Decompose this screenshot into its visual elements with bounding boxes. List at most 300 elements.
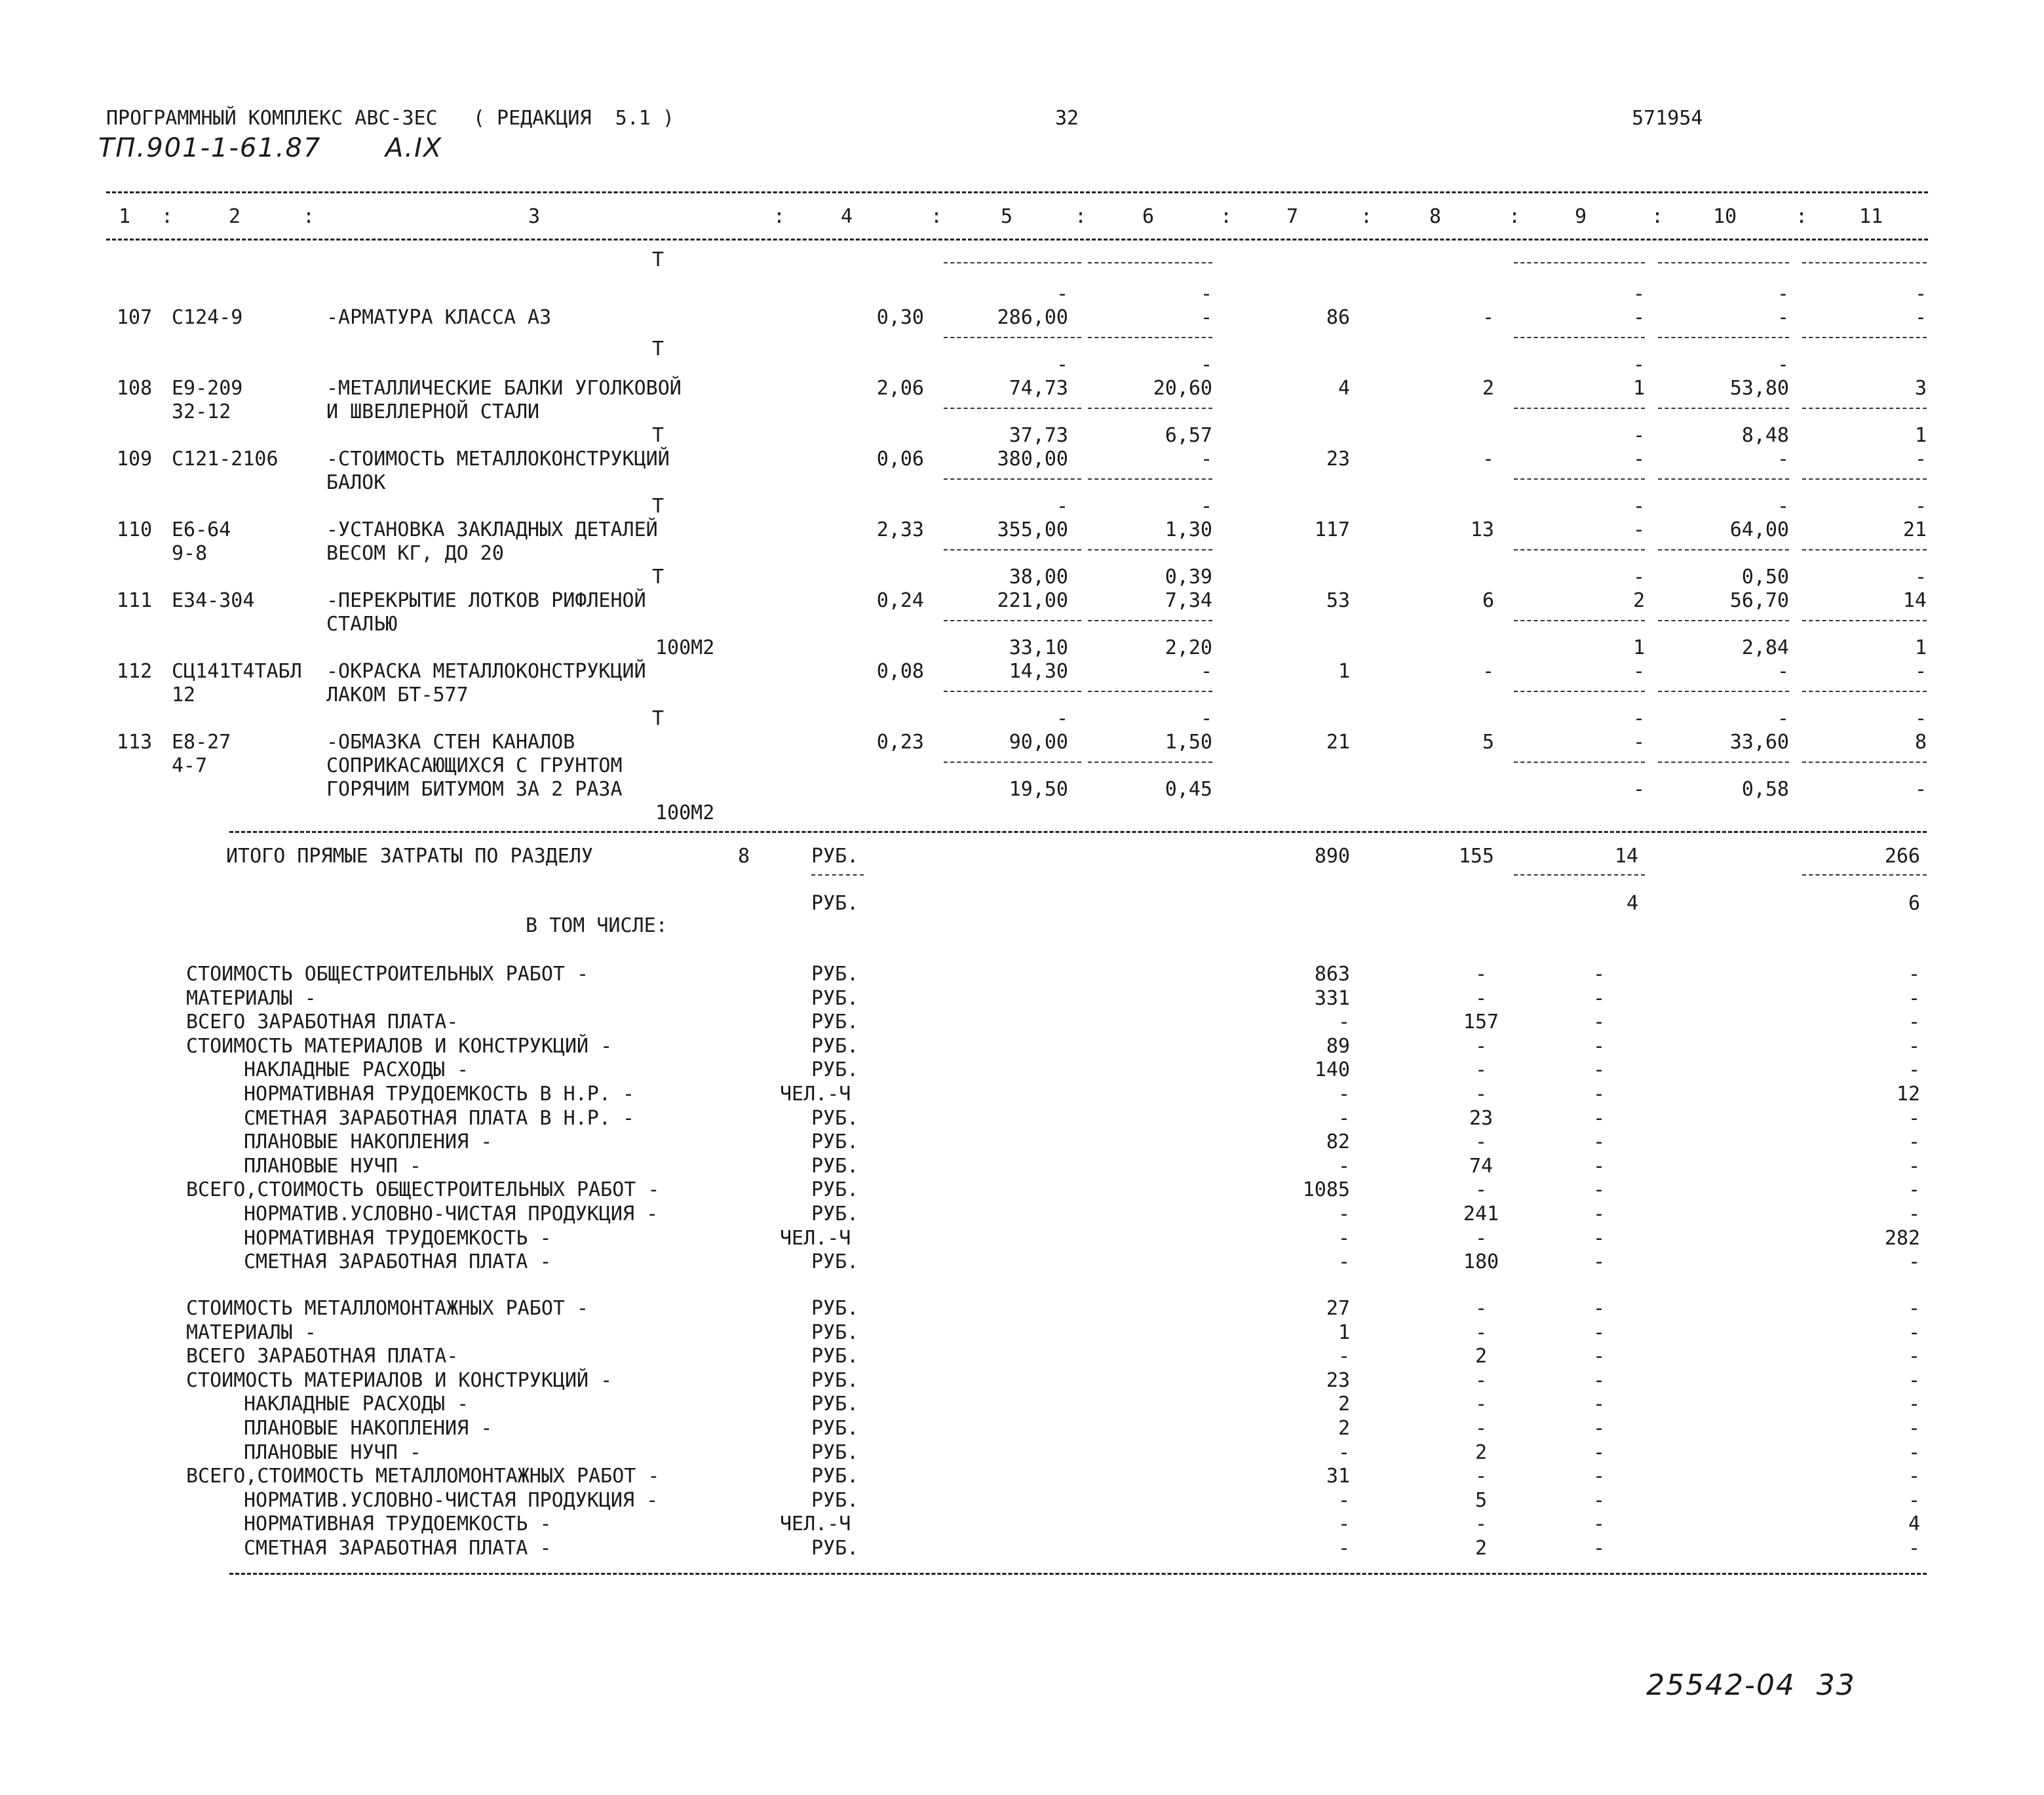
summary-c7: 140 <box>1314 1058 1350 1082</box>
cost-value-c5: 355,00 <box>997 518 1068 541</box>
unit-marker: Т <box>652 338 665 360</box>
summary-c11: - <box>1908 1011 1920 1034</box>
total-c11: 266 <box>1884 845 1920 868</box>
rate-code: С124-9 <box>172 306 243 329</box>
cost-value-c10: - <box>1777 660 1789 683</box>
summary-c7: - <box>1338 1011 1350 1034</box>
summary-c9: - <box>1592 1537 1606 1560</box>
cost-value-c10: 33,60 <box>1729 731 1789 754</box>
row-rule <box>944 762 1081 763</box>
summary-c11: - <box>1908 1465 1920 1488</box>
cost-value-c11: - <box>1914 282 1927 305</box>
summary-c8: 5 <box>1475 1488 1488 1512</box>
work-name: ГОРЯЧИМ БИТУМОМ ЗА 2 РАЗА <box>326 778 623 801</box>
quantity: 2,33 <box>876 518 924 541</box>
summary-unit: РУБ. <box>811 1058 859 1082</box>
row-rule <box>944 691 1081 692</box>
cost-value-c9: - <box>1632 282 1645 305</box>
row-rule <box>1514 762 1645 763</box>
cost-value-c8: 13 <box>1470 518 1494 541</box>
summary-c11: - <box>1908 1345 1920 1368</box>
total-section: 8 <box>738 845 750 868</box>
row-rule <box>944 478 1081 480</box>
cost-value-c7: 1 <box>1338 660 1350 683</box>
summary-c11: - <box>1908 1154 1920 1178</box>
summary-unit: РУБ. <box>811 1203 859 1226</box>
column-separator: : <box>1796 205 1808 228</box>
unit-marker: Т <box>652 495 665 518</box>
summary-label: МАТЕРИАЛЫ - <box>186 1321 317 1344</box>
summary-label: СТОИМОСТЬ ОБЩЕСТРОИТЕЛЬНЫХ РАБОТ - <box>186 963 589 986</box>
cost-value-c9: 1 <box>1632 636 1645 659</box>
cost-value-c11: - <box>1914 306 1927 329</box>
summary-label: НОРМАТИВ.УСЛОВНО-ЧИСТАЯ ПРОДУКЦИЯ - <box>244 1488 659 1512</box>
summary-c8: - <box>1475 1513 1488 1536</box>
summary-c8: 74 <box>1469 1154 1494 1178</box>
summary-unit: РУБ. <box>811 1417 859 1440</box>
summary-c11: - <box>1908 986 1920 1010</box>
summary-c9: - <box>1592 1011 1606 1034</box>
summary-c8: - <box>1475 1297 1488 1320</box>
row-rule <box>1514 549 1645 550</box>
row-rule <box>1658 478 1789 480</box>
summary-label: ВСЕГО,СТОИМОСТЬ ОБЩЕСТРОИТЕЛЬНЫХ РАБОТ - <box>186 1178 660 1202</box>
cost-value-c6: 20,60 <box>1153 377 1212 400</box>
summary-unit: РУБ. <box>811 986 859 1010</box>
summary-c9: - <box>1592 1034 1606 1058</box>
cost-value-c6: 1,30 <box>1165 518 1212 541</box>
summary-unit: РУБ. <box>811 1011 859 1034</box>
column-header: 9 <box>1574 205 1587 228</box>
cost-value-c10: - <box>1777 282 1789 305</box>
unit-marker: 100М2 <box>655 636 715 659</box>
summary-unit: РУБ. <box>811 1106 859 1130</box>
unit-marker: 100М2 <box>655 801 715 824</box>
row-rule <box>1088 549 1212 550</box>
cost-value-c7: 23 <box>1326 448 1350 471</box>
cost-value-c6: 2,20 <box>1165 636 1212 659</box>
summary-c8: - <box>1475 1178 1488 1202</box>
summary-c11: - <box>1908 1203 1920 1226</box>
summary-label: СТОИМОСТЬ МАТЕРИАЛОВ И КОНСТРУКЦИЙ - <box>186 1368 613 1392</box>
total-rule-mid <box>1514 874 1645 876</box>
work-name: -ОКРАСКА МЕТАЛЛОКОНСТРУКЦИЙ <box>326 660 646 683</box>
summary-c7: 31 <box>1326 1465 1350 1488</box>
row-rule <box>944 262 1081 263</box>
summary-c7: - <box>1338 1345 1350 1368</box>
summary-unit: РУБ. <box>811 1321 859 1344</box>
summary-c11: - <box>1908 1537 1920 1560</box>
cost-value-c9: - <box>1632 566 1645 589</box>
cost-value-c5: 221,00 <box>997 589 1068 612</box>
summary-c9: - <box>1592 1393 1606 1416</box>
cost-value-c10: 64,00 <box>1729 518 1789 541</box>
cost-value-c6: 1,50 <box>1165 731 1212 754</box>
work-name: СОПРИКАСАЮЩИХСЯ С ГРУНТОМ <box>326 754 623 777</box>
rate-code: 4-7 <box>172 754 208 777</box>
cost-value-c6: - <box>1200 495 1212 518</box>
total-unit-2: РУБ. <box>811 892 859 915</box>
rate-code: Е9-209 <box>172 377 243 400</box>
row-rule <box>944 408 1081 409</box>
quantity: 0,06 <box>876 448 924 471</box>
summary-c9: - <box>1592 986 1606 1010</box>
work-name: -ПЕРЕКРЫТИЕ ЛОТКОВ РИФЛЕНОЙ <box>326 589 646 612</box>
row-rule <box>1088 262 1212 263</box>
summary-unit: РУБ. <box>811 1537 859 1560</box>
cost-value-c9: 2 <box>1632 589 1645 612</box>
summary-unit: РУБ. <box>811 1178 859 1202</box>
row-rule <box>1802 620 1927 621</box>
summary-c8: - <box>1475 1321 1488 1344</box>
cost-value-c9: - <box>1632 353 1645 376</box>
summary-c9: - <box>1592 1368 1606 1392</box>
summary-c8: - <box>1475 1465 1488 1488</box>
summary-c8: 2 <box>1475 1440 1488 1464</box>
rate-code: 12 <box>172 684 196 706</box>
summary-c7: 2 <box>1338 1393 1350 1416</box>
column-separator: : <box>931 205 943 228</box>
rate-code: Е6-64 <box>172 518 231 541</box>
summary-c7: 82 <box>1326 1130 1350 1154</box>
cost-value-c11: 3 <box>1914 377 1927 400</box>
cost-value-c9: - <box>1632 495 1645 518</box>
column-header: 5 <box>1000 205 1013 228</box>
row-rule <box>1514 408 1645 409</box>
row-rule <box>1802 691 1927 692</box>
cost-value-c5: - <box>1056 282 1068 305</box>
summary-label: НОРМАТИВ.УСЛОВНО-ЧИСТАЯ ПРОДУКЦИЯ - <box>244 1203 659 1226</box>
summary-c8: 2 <box>1475 1537 1488 1560</box>
summary-c11: - <box>1908 1488 1920 1512</box>
row-rule <box>1658 408 1789 409</box>
summary-label: СМЕТНАЯ ЗАРАБОТНАЯ ПЛАТА - <box>244 1537 552 1560</box>
summary-c9: - <box>1592 1297 1606 1320</box>
cost-value-c10: - <box>1777 353 1789 376</box>
column-header: 2 <box>228 205 241 228</box>
column-header: 10 <box>1712 205 1737 228</box>
summary-c9: - <box>1592 1083 1606 1106</box>
column-header: 3 <box>528 205 541 228</box>
row-rule <box>1514 691 1645 692</box>
cost-value-c8: - <box>1482 660 1494 683</box>
summary-c7: 89 <box>1326 1034 1350 1058</box>
column-separator: : <box>303 205 315 228</box>
row-rule <box>1802 262 1927 263</box>
cost-value-c8: 2 <box>1482 377 1494 400</box>
summary-c11: - <box>1908 1368 1920 1392</box>
summary-label: НАКЛАДНЫЕ РАСХОДЫ - <box>244 1393 469 1416</box>
summary-unit: РУБ. <box>811 1488 859 1512</box>
summary-c8: - <box>1475 1368 1488 1392</box>
summary-c9: - <box>1592 1178 1606 1202</box>
row-number: 110 <box>117 518 153 541</box>
work-name: -АРМАТУРА КЛАССА А3 <box>326 306 552 329</box>
summary-c7: 23 <box>1326 1368 1350 1392</box>
cost-value-c5: 90,00 <box>1009 731 1068 754</box>
summary-c7: 27 <box>1326 1297 1350 1320</box>
row-rule <box>1088 408 1212 409</box>
summary-label: ПЛАНОВЫЕ НАКОПЛЕНИЯ - <box>244 1417 493 1440</box>
summary-c9: - <box>1592 1106 1606 1130</box>
summary-c7: - <box>1338 1083 1350 1106</box>
summary-label: НОРМАТИВНАЯ ТРУДОЕМКОСТЬ - <box>244 1513 552 1536</box>
quantity: 0,30 <box>876 306 924 329</box>
cost-value-c8: 6 <box>1482 589 1494 612</box>
summary-unit: ЧЕЛ.-Ч <box>780 1226 851 1250</box>
total-c8: 155 <box>1458 845 1494 868</box>
including-label: В ТОМ ЧИСЛЕ: <box>526 914 668 937</box>
cost-value-c10: - <box>1777 707 1789 730</box>
summary-c8: - <box>1475 1226 1488 1250</box>
cost-value-c10: 0,58 <box>1741 778 1789 801</box>
cost-value-c5: - <box>1056 353 1068 376</box>
summary-c7: 1 <box>1338 1321 1350 1344</box>
summary-label: ВСЕГО ЗАРАБОТНАЯ ПЛАТА- <box>186 1345 459 1368</box>
total-c9b: 4 <box>1626 892 1638 915</box>
row-number: 113 <box>117 731 153 754</box>
work-name: ЛАКОМ БТ-577 <box>326 684 469 706</box>
work-name: -УСТАНОВКА ЗАКЛАДНЫХ ДЕТАЛЕЙ <box>326 518 658 541</box>
cost-value-c10: - <box>1777 495 1789 518</box>
work-name: -МЕТАЛЛИЧЕСКИЕ БАЛКИ УГОЛКОВОЙ <box>326 377 682 400</box>
cost-value-c7: 4 <box>1338 377 1350 400</box>
column-header: 1 <box>118 205 131 228</box>
summary-unit: РУБ. <box>811 1154 859 1178</box>
summary-c11: - <box>1908 1393 1920 1416</box>
summary-c8: 241 <box>1463 1203 1499 1226</box>
total-label: ИТОГО ПРЯМЫЕ ЗАТРАТЫ ПО РАЗДЕЛУ <box>226 845 593 868</box>
summary-c11: - <box>1908 1106 1920 1130</box>
cost-value-c6: - <box>1200 448 1212 471</box>
summary-c9: - <box>1592 1440 1606 1464</box>
summary-c9: - <box>1592 1513 1606 1536</box>
work-name: БАЛОК <box>326 471 386 494</box>
cost-value-c10: 53,80 <box>1729 377 1789 400</box>
page-number: 32 <box>1055 107 1079 130</box>
row-rule <box>1658 337 1789 338</box>
row-rule <box>1514 262 1645 263</box>
summary-label: НОРМАТИВНАЯ ТРУДОЕМКОСТЬ В Н.Р. - <box>244 1083 635 1106</box>
row-rule <box>1802 549 1927 550</box>
row-number: 111 <box>117 589 153 612</box>
summary-label: СТОИМОСТЬ МЕТАЛЛОМОНТАЖНЫХ РАБОТ - <box>186 1297 589 1320</box>
quantity: 2,06 <box>876 377 924 400</box>
summary-unit: ЧЕЛ.-Ч <box>780 1513 851 1536</box>
summary-label: СТОИМОСТЬ МАТЕРИАЛОВ И КОНСТРУКЦИЙ - <box>186 1034 613 1058</box>
header-rule-top <box>106 191 1928 193</box>
summary-c11: - <box>1908 963 1920 986</box>
row-number: 107 <box>117 306 153 329</box>
total-c11b: 6 <box>1908 892 1920 915</box>
unit-marker: Т <box>652 424 665 447</box>
work-name: -ОБМАЗКА СТЕН КАНАЛОВ <box>326 731 575 754</box>
summary-c11: 12 <box>1896 1083 1920 1106</box>
row-number: 108 <box>117 377 153 400</box>
summary-c9: - <box>1592 1465 1606 1488</box>
cost-value-c11: - <box>1914 707 1927 730</box>
summary-c8: 157 <box>1463 1011 1499 1034</box>
rate-code: Е34-304 <box>172 589 255 612</box>
summary-c7: 2 <box>1338 1417 1350 1440</box>
quantity: 0,24 <box>876 589 924 612</box>
summary-c7: 1085 <box>1302 1178 1350 1202</box>
header-rule-bottom <box>106 239 1928 241</box>
row-rule <box>1802 408 1927 409</box>
row-rule <box>944 620 1081 621</box>
column-header: 11 <box>1859 205 1883 228</box>
rate-code: Е8-27 <box>172 731 231 754</box>
cost-value-c6: - <box>1200 707 1212 730</box>
summary-unit: ЧЕЛ.-Ч <box>780 1083 851 1106</box>
summary-c7: - <box>1338 1106 1350 1130</box>
column-header: 4 <box>840 205 853 228</box>
cost-value-c6: - <box>1200 660 1212 683</box>
cost-value-c11: - <box>1914 660 1927 683</box>
cost-value-c10: 8,48 <box>1741 424 1789 447</box>
summary-c11: - <box>1908 1058 1920 1082</box>
quantity: 0,23 <box>876 731 924 754</box>
work-name: СТАЛЬЮ <box>326 613 398 636</box>
summary-c8: - <box>1475 1058 1488 1082</box>
summary-c7: - <box>1338 1154 1350 1178</box>
column-separator: : <box>1509 205 1521 228</box>
cost-value-c5: 38,00 <box>1009 566 1068 589</box>
program-title: ПРОГРАММНЫЙ КОМПЛЕКС АВС-3ЕС ( РЕДАКЦИЯ 5.1 ) <box>106 107 674 130</box>
cost-value-c7: 53 <box>1326 589 1350 612</box>
cost-value-c6: 0,45 <box>1165 778 1212 801</box>
summary-c9: - <box>1592 1226 1606 1250</box>
column-header: 7 <box>1286 205 1299 228</box>
cost-value-c11: - <box>1914 448 1927 471</box>
summary-c9: - <box>1592 1488 1606 1512</box>
cost-value-c6: - <box>1200 353 1212 376</box>
row-rule <box>1514 337 1645 338</box>
summary-c8: - <box>1475 1034 1488 1058</box>
row-rule <box>1658 762 1789 763</box>
cost-value-c9: - <box>1632 448 1645 471</box>
total-rule-mid <box>811 874 864 876</box>
summary-label: ВСЕГО ЗАРАБОТНАЯ ПЛАТА- <box>186 1011 459 1034</box>
column-separator: : <box>1075 205 1087 228</box>
cost-value-c10: 2,84 <box>1741 636 1789 659</box>
summary-c8: - <box>1475 1417 1488 1440</box>
handwritten-page-mark: 25542-04 33 <box>1646 1669 1856 1702</box>
cost-value-c7: 117 <box>1314 518 1350 541</box>
row-rule <box>1514 620 1645 621</box>
total-c7: 890 <box>1314 845 1350 868</box>
summary-label: НАКЛАДНЫЕ РАСХОДЫ - <box>244 1058 469 1082</box>
summary-c7: 331 <box>1314 986 1350 1010</box>
summary-unit: РУБ. <box>811 1250 859 1274</box>
summary-c9: - <box>1592 1345 1606 1368</box>
cost-value-c6: - <box>1200 282 1212 305</box>
summary-label: СМЕТНАЯ ЗАРАБОТНАЯ ПЛАТА В Н.Р. - <box>244 1106 635 1130</box>
cost-value-c5: 380,00 <box>997 448 1068 471</box>
summary-c11: - <box>1908 1178 1920 1202</box>
row-rule <box>1658 549 1789 550</box>
rate-code: СЦ141Т4ТАБЛ <box>172 660 302 683</box>
summary-c9: - <box>1592 1203 1606 1226</box>
summary-c11: - <box>1908 1321 1920 1344</box>
column-separator: : <box>773 205 786 228</box>
cost-value-c7: 86 <box>1326 306 1350 329</box>
cost-value-c10: - <box>1777 306 1789 329</box>
summary-unit: РУБ. <box>811 1345 859 1368</box>
cost-value-c8: - <box>1482 306 1494 329</box>
column-header: 8 <box>1429 205 1442 228</box>
cost-value-c5: 286,00 <box>997 306 1068 329</box>
cost-value-c11: 14 <box>1902 589 1927 612</box>
summary-c8: 2 <box>1475 1345 1488 1368</box>
summary-c8: - <box>1475 1393 1488 1416</box>
cost-value-c11: - <box>1914 778 1927 801</box>
cost-value-c10: 56,70 <box>1729 589 1789 612</box>
cost-value-c6: - <box>1200 306 1212 329</box>
row-rule <box>1802 762 1927 763</box>
row-rule <box>1088 337 1212 338</box>
cost-value-c5: - <box>1056 495 1068 518</box>
summary-c11: - <box>1908 1034 1920 1058</box>
cost-value-c9: 1 <box>1632 377 1645 400</box>
summary-c11: - <box>1908 1440 1920 1464</box>
cost-value-c8: 5 <box>1482 731 1494 754</box>
row-rule <box>1658 620 1789 621</box>
summary-c8: 23 <box>1469 1106 1494 1130</box>
summary-c7: 863 <box>1314 963 1350 986</box>
row-number: 112 <box>117 660 153 683</box>
row-rule <box>944 337 1081 338</box>
rate-code: 32-12 <box>172 400 231 423</box>
cost-value-c10: 0,50 <box>1741 566 1789 589</box>
column-header: 6 <box>1142 205 1155 228</box>
cost-value-c11: 1 <box>1914 424 1927 447</box>
summary-c7: - <box>1338 1537 1350 1560</box>
total-rule-top <box>229 831 1927 833</box>
summary-c9: - <box>1592 1058 1606 1082</box>
cost-value-c10: - <box>1777 448 1789 471</box>
summary-label: СМЕТНАЯ ЗАРАБОТНАЯ ПЛАТА - <box>244 1250 552 1274</box>
summary-unit: РУБ. <box>811 1034 859 1058</box>
quantity: 0,08 <box>876 660 924 683</box>
summary-unit: РУБ. <box>811 963 859 986</box>
summary-label: ПЛАНОВЫЕ НУЧП - <box>244 1440 421 1464</box>
row-rule <box>944 549 1081 550</box>
row-number: 109 <box>117 448 153 471</box>
summary-c11: - <box>1908 1417 1920 1440</box>
summary-c9: - <box>1592 1130 1606 1154</box>
column-separator: : <box>1360 205 1373 228</box>
cost-value-c11: 21 <box>1902 518 1927 541</box>
cost-value-c9: - <box>1632 518 1645 541</box>
cost-value-c9: - <box>1632 778 1645 801</box>
cost-value-c5: 74,73 <box>1009 377 1068 400</box>
summary-c11: 282 <box>1884 1226 1920 1250</box>
cost-value-c6: 7,34 <box>1165 589 1212 612</box>
cost-value-c6: 0,39 <box>1165 566 1212 589</box>
summary-label: ПЛАНОВЫЕ НАКОПЛЕНИЯ - <box>244 1130 493 1154</box>
summary-label: ВСЕГО,СТОИМОСТЬ МЕТАЛЛОМОНТАЖНЫХ РАБОТ - <box>186 1465 660 1488</box>
album-reference: А.IX <box>385 133 443 163</box>
bottom-rule <box>229 1573 1927 1575</box>
cost-value-c5: 14,30 <box>1009 660 1068 683</box>
cost-value-c5: 37,73 <box>1009 424 1068 447</box>
cost-value-c9: - <box>1632 660 1645 683</box>
summary-unit: РУБ. <box>811 1393 859 1416</box>
project-reference: ТП.901-1-61.87 <box>98 133 322 163</box>
cost-value-c11: 1 <box>1914 636 1927 659</box>
cost-value-c5: 19,50 <box>1009 778 1068 801</box>
